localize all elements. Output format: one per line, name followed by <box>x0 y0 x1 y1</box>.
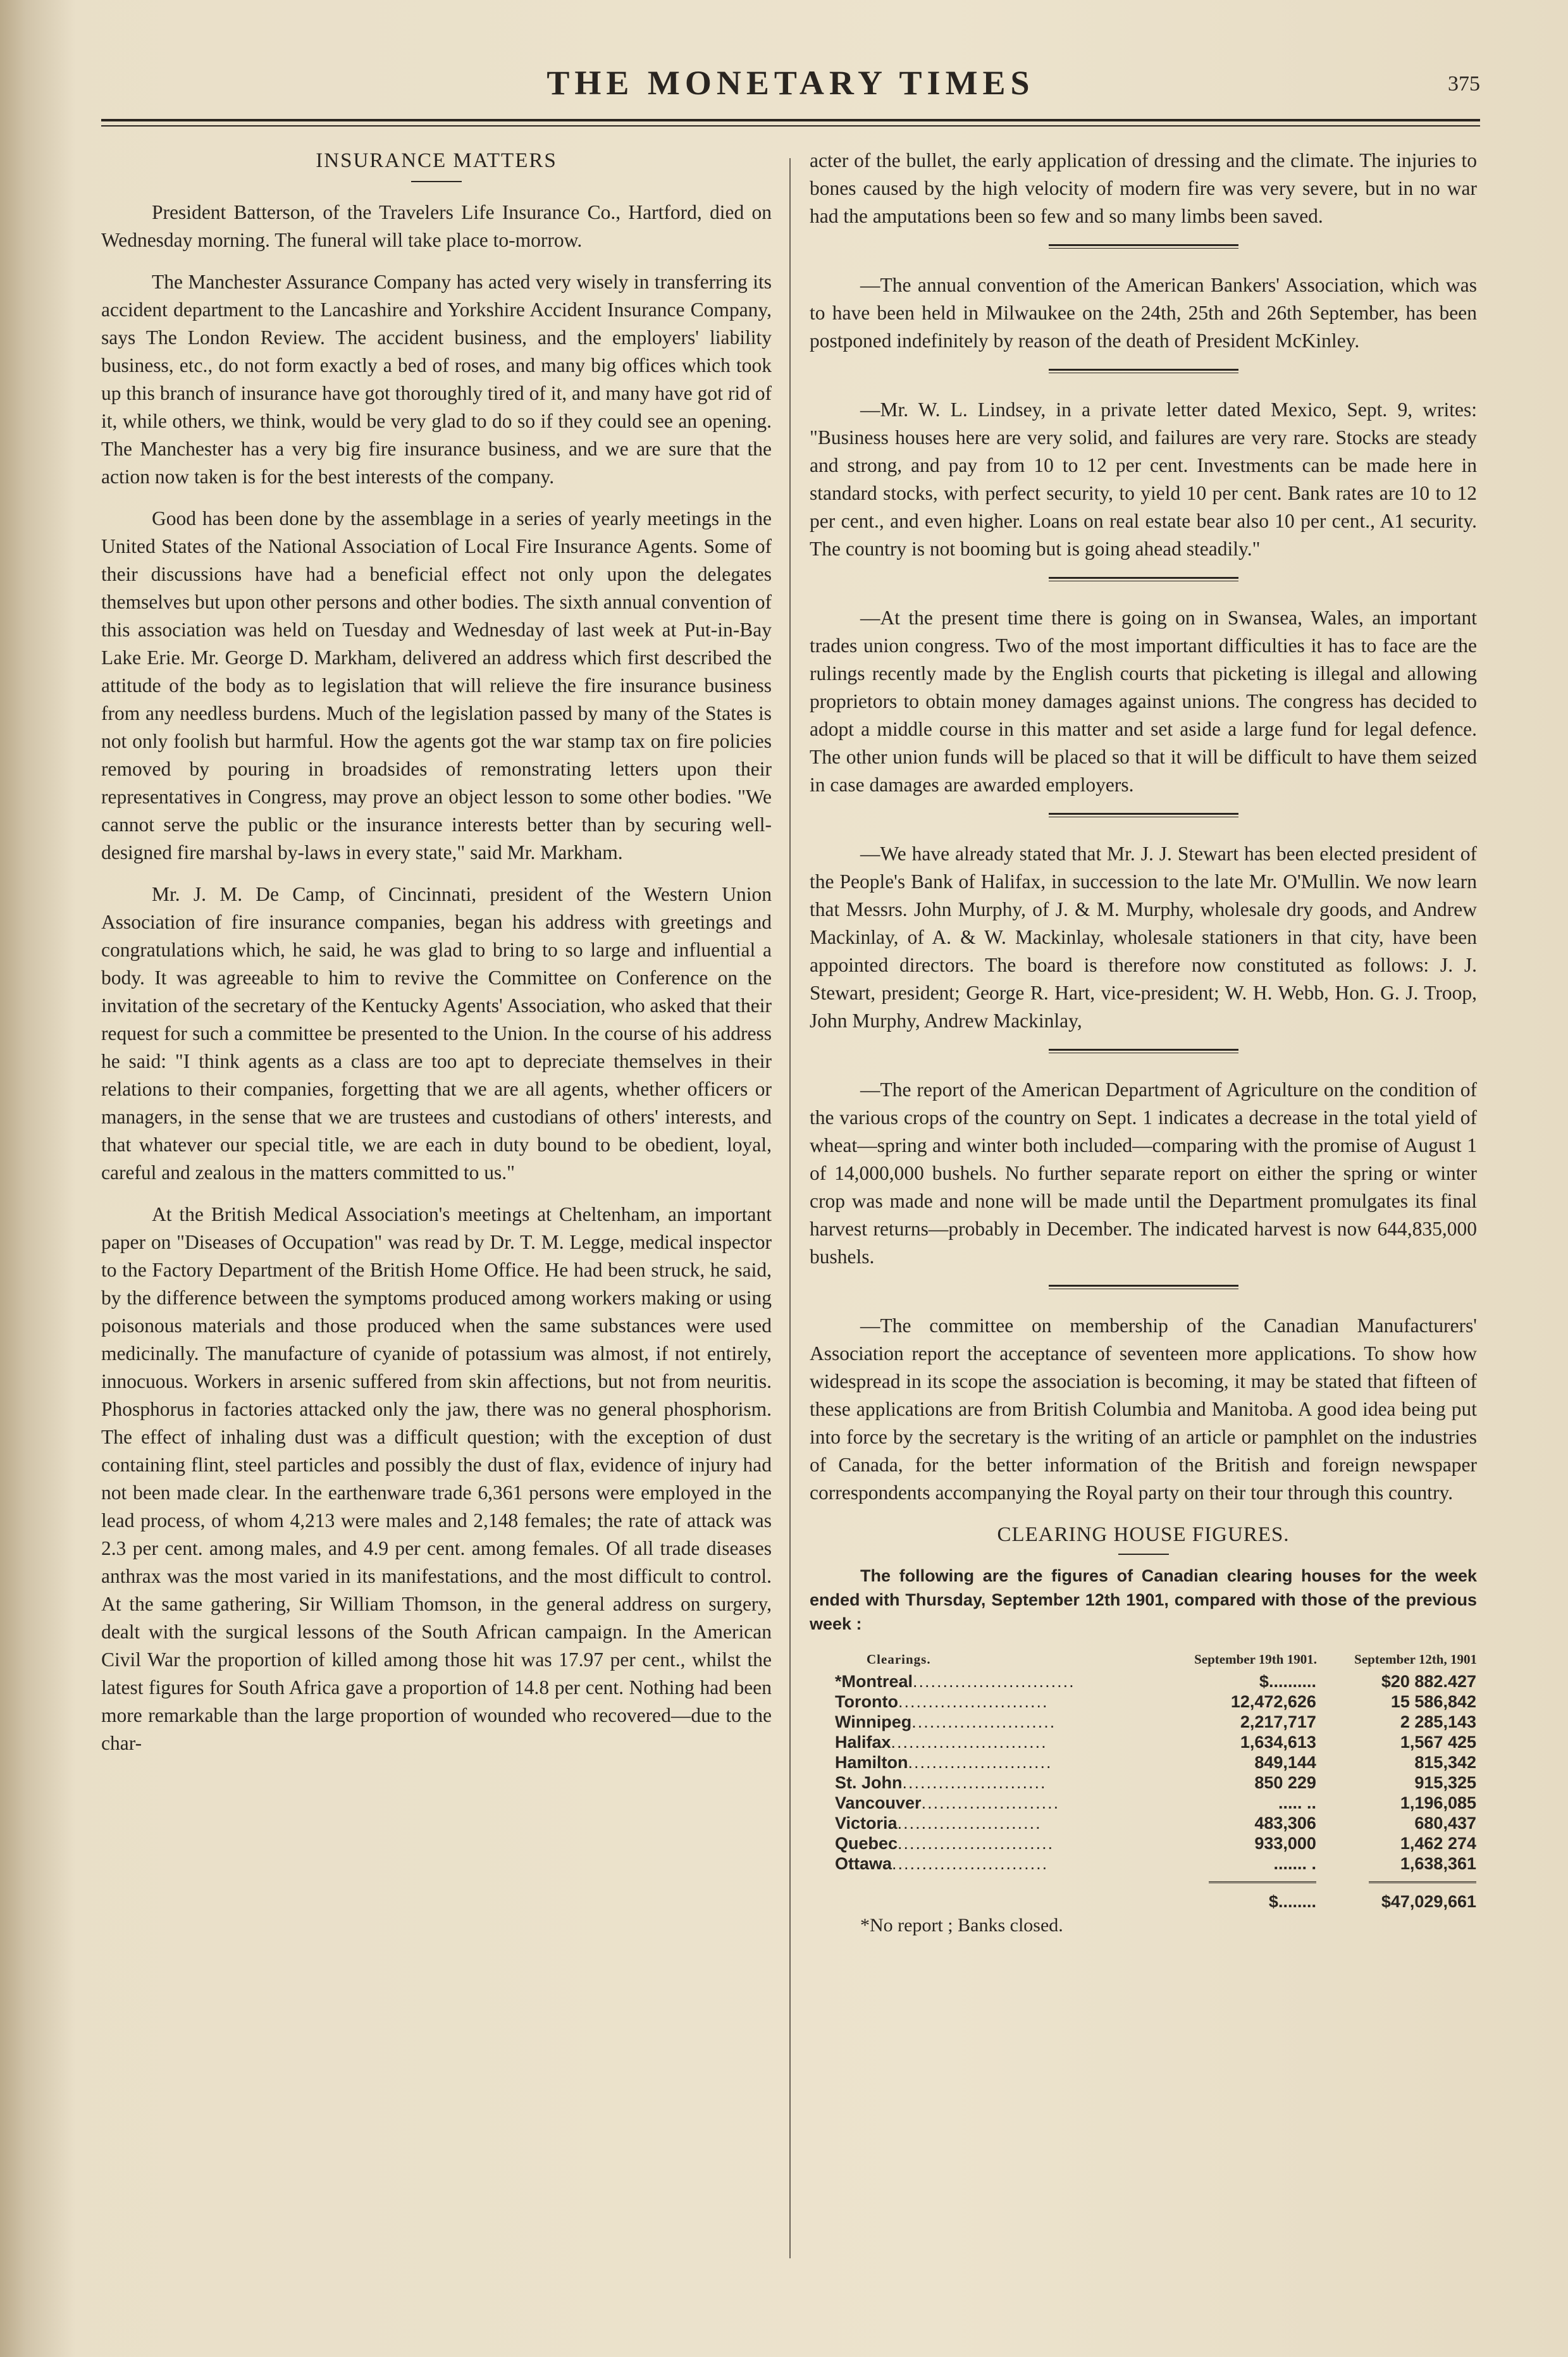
week1-value: 850 229 <box>1254 1773 1316 1792</box>
week2-value: 2 285,143 <box>1400 1712 1476 1731</box>
title-rule <box>411 181 462 182</box>
table-row <box>810 1752 1477 1772</box>
city-name: Vancouver <box>835 1793 922 1812</box>
city-name: Toronto <box>835 1692 898 1711</box>
article-continuation: acter of the bullet, the early application of dressing and the climate. The injuries to bones caused by the high velocity of modern fire was very severe, but in no war had the amputations been so few and so many limbs been saved. <box>810 149 1477 227</box>
right-column <box>810 147 1477 1953</box>
article-paragraph: Mr. J. M. De Camp, of Cincinnati, president of the Western Union Association of fire insurance companies, began his address with greetings and congratulations which, he said, he was glad to bring to so large and influential a body. It was agreeable to him to revive the Committee on Conference on the invitation of the secretary of the Kentucky Agents' Association, who asked that their request for such a committee be presented to the Union. In the course of his address he said: "I think agents as a class are too apt to depreciate themselves in their relations to their companies, forgetting that we are all agents, whether officers or managers, in the sense that we are trustees and custodians of others' interests, and that whatever our special title, we are each in duty bound to be obedient, loyal, careful and zealous in the matters committed to us." <box>101 883 772 1184</box>
week2-value: $20 882.427 <box>1381 1672 1476 1691</box>
news-item: —The report of the American Department of Agriculture on the condition of the various crops of the country on Sept. 1 indicates a decrease in the total yield of wheat—spring and winter both included—comparing with the promise of August 1 of 14,000,000 bushels. No further separate report on either the spring or winter crop was made and none will be made until the Department promulgates its final harvest returns—probably in December. The indicated harvest is now 644,835,000 bushels. <box>810 1079 1477 1268</box>
table-row <box>810 1712 1477 1732</box>
week2-value: 1,638,361 <box>1400 1854 1476 1873</box>
city-name: Hamilton <box>835 1753 908 1772</box>
news-item: —The annual convention of the American Bankers' Association, which was to have been held in Milwaukee on the 24th, 25th and 26th September, has been postponed indefinitely by reason of the death of President McKinley. <box>810 274 1477 352</box>
leader-dots: ........................ <box>908 1753 1053 1772</box>
article-paragraph: The Manchester Assurance Company has acted very wisely in transferring its accident department to the Lancashire and Yorkshire Accident Insurance Company, says The London Review. The accident business, and the employers' liability business, etc., do not form exactly a bed of roses, and many big offices which took up this branch of insurance have got thoroughly tired of it, and many have got rid of it, while others, we think, would be very glad to do so if they could see an opening. The Manchester has a very big fire insurance business, and we are sure that the action now taken is for the best interests of the company. <box>101 271 772 488</box>
table-row <box>810 1671 1477 1692</box>
news-item: —The committee on membership of the Canadian Manufacturers' Association report the acceptance of seventeen more applications. To show how widespread in its scope the association is becoming, it may be stated that fifteen of these applications are from British Columbia and Manitoba. A good idea being put into force by the secretary is the writing of an article or pamphlet on the industries of Canada, for the better information of the British and foreign newspaper correspondents accompanying the Royal party on their tour through this country. <box>810 1315 1477 1504</box>
article-paragraph: At the British Medical Association's meetings at Cheltenham, an important paper on "Diseases of Occupation" was read by Dr. T. M. Legge, medical inspector to the Factory Department of the British Home Office. He had been struck, he said, by the difference between the symptoms produced among workers making or using poisonous materials and those produced when the same substances were used medicinally. The manufacture of cyanide of potassium was almost, if not entirely, innocuous. Workers in arsenic suffered from skin affections, but not from neuritis. Phosphorus in factories attacked only the jaw, there was no general phosphorism. The effect of inhaling dust was a difficult question; with the exception of dust containing flint, steel particles and possibly the dust of flax, evidence of injury had not been made clear. In the earthenware trade 6,361 persons were employed in the lead process, of whom 4,213 were males and 2,148 females; the rate of attack was 2.3 per cent. among males, and 4.9 per cent. among females. Of all trade diseases anthrax was the most varied in its manifestations, and the most difficult to control. At the same gathering, Sir William Thomson, in the general address on surgery, dealt with the surgical lessons of the South African campaign. In the American Civil War the proportion of killed among those hit was 17.97 per cent., whilst the latest figures for South Africa gave a proportion of 14.8 per cent. Nothing had been more remarkable than the large proportion of wounded who recovered—due to the char- <box>101 1203 772 1754</box>
week2-value: 815,342 <box>1414 1753 1476 1772</box>
week1-header: September 19th 1901. <box>1194 1652 1317 1667</box>
title-rule <box>1118 1554 1169 1555</box>
clearing-footnote: *No report ; Banks closed. <box>860 1915 1063 1936</box>
masthead-rule <box>101 119 1480 127</box>
week1-value: 12,472,626 <box>1230 1692 1316 1711</box>
left-column <box>101 147 772 1771</box>
city-name: Halifax <box>835 1733 891 1752</box>
week1-value: 1,634,613 <box>1240 1733 1316 1752</box>
item-separator <box>1049 813 1238 817</box>
item-separator <box>1049 577 1238 581</box>
week2-total: $47,029,661 <box>1369 1881 1476 1911</box>
week1-value: 849,144 <box>1254 1753 1316 1772</box>
leader-dots: ........................ <box>897 1814 1042 1833</box>
leader-dots: ......................... <box>898 1692 1049 1711</box>
table-row <box>810 1772 1477 1793</box>
week1-value: $.......... <box>1259 1672 1316 1691</box>
section-title-insurance: INSURANCE MATTERS <box>316 149 557 172</box>
city-name: Victoria <box>835 1814 898 1833</box>
week2-value: 1,462 274 <box>1400 1834 1476 1853</box>
table-row <box>810 1853 1477 1874</box>
clearing-header-row <box>810 1650 1477 1671</box>
city-name: *Montreal <box>835 1672 913 1691</box>
week1-value: 483,306 <box>1254 1814 1316 1833</box>
page-number: 375 <box>1448 72 1480 96</box>
clearing-intro: The following are the figures of Canadian clearing houses for the week ended with Thursday, September 12th 1901, compared with those of the previous week : <box>810 1566 1477 1633</box>
leader-dots: ........................ <box>902 1773 1047 1792</box>
news-item: —Mr. W. L. Lindsey, in a private letter dated Mexico, Sept. 9, writes: "Business houses here are very solid, and failures are very rare. Stocks are steady and strong, and pay from 10 to 12 per cent. Investments can be made here in standard stocks, with perfect security, to yield 10 per cent. Bank rates are 10 to 12 per cent., and even higher. Loans on real estate bear also 10 per cent., A1 security. The country is not booming but is going ahead steadily." <box>810 399 1477 560</box>
table-row <box>810 1833 1477 1853</box>
leader-dots: ........................... <box>913 1672 1075 1691</box>
masthead-title: THE MONETARY TIMES <box>546 64 1035 102</box>
masthead <box>101 63 1480 108</box>
city-name: Winnipeg <box>835 1712 912 1731</box>
table-row <box>810 1692 1477 1712</box>
week1-value: 2,217,717 <box>1240 1712 1316 1731</box>
week1-value: ....... . <box>1273 1854 1316 1873</box>
item-separator <box>1049 244 1238 249</box>
week1-value: 933,000 <box>1254 1834 1316 1853</box>
week1-value: ..... .. <box>1278 1793 1316 1812</box>
leader-dots: .......................... <box>892 1854 1049 1873</box>
item-separator <box>1049 1285 1238 1289</box>
news-item: —At the present time there is going on in Swansea, Wales, an important trades union congress. Two of the most important difficulties it has to face are the rulings recently made by the English courts that picketing is illegal and allowing proprietors to obtain money damages against unions. The congress has decided to adopt a middle course in this matter and set aside a large fund for legal defence. The other union funds will be placed so that it will be difficult to have them seized in case damages are awarded employers. <box>810 607 1477 796</box>
city-name: Quebec <box>835 1834 898 1853</box>
item-separator <box>1049 369 1238 373</box>
article-paragraph: President Batterson, of the Travelers Life Insurance Co., Hartford, died on Wednesday morning. The funeral will take place to-morrow. <box>101 201 772 251</box>
leader-dots: .......................... <box>898 1834 1054 1853</box>
leader-dots: .......................... <box>891 1733 1047 1752</box>
week1-total: $........ <box>1209 1881 1316 1911</box>
column-divider <box>789 158 791 2258</box>
city-name: Ottawa <box>835 1854 892 1873</box>
week2-value: 915,325 <box>1414 1773 1476 1792</box>
city-name: St. John <box>835 1773 903 1792</box>
leader-dots: ........................ <box>911 1712 1056 1731</box>
week2-value: 1,196,085 <box>1400 1793 1476 1812</box>
leader-dots: ....................... <box>921 1793 1060 1812</box>
table-row <box>810 1732 1477 1752</box>
table-row <box>810 1793 1477 1813</box>
clearing-house-title: CLEARING HOUSE FIGURES. <box>997 1523 1290 1546</box>
clearing-table <box>810 1650 1477 1912</box>
binding-shadow <box>0 0 76 2357</box>
week2-header: September 12th, 1901 <box>1354 1652 1477 1667</box>
clearings-header: Clearings. <box>867 1652 931 1667</box>
item-separator <box>1049 1049 1238 1053</box>
table-row <box>810 1813 1477 1833</box>
news-item: —We have already stated that Mr. J. J. Stewart has been elected president of the People's Bank of Halifax, in succession to the late Mr. O'Mullin. We now learn that Messrs. John Murphy, of J. & M. Murphy, wholesale dry goods, and Andrew Mackinlay, of A. & W. Mackinlay, wholesale stationers in that city, have been appointed directors. The board is therefore now constituted as follows: J. J. Stewart, president; George R. Hart, vice-president; W. H. Webb, Hon. G. J. Troop, John Murphy, Andrew Mackinlay, <box>810 843 1477 1032</box>
total-row <box>810 1874 1477 1912</box>
week2-value: 15 586,842 <box>1390 1692 1476 1711</box>
article-paragraph: Good has been done by the assemblage in a series of yearly meetings in the United States of the National Association of Local Fire Insurance Agents. Some of their discussions have had a beneficial effect not only upon the delegates themselves but upon other persons and other bodies. The sixth annual convention of this association was held on Tuesday and Wednesday of last week at Put-in-Bay Lake Erie. Mr. George D. Markham, delivered an address which first described the attitude of the body as to legislation that will relieve the fire insurance business from any needless burdens. Much of the legislation passed by many of the States is not only foolish but harmful. How the agents got the war stamp tax on fire policies removed by pouring in broadsides of remonstrating letters upon their representatives in Congress, may prove an object lesson to some other bodies. "We cannot serve the public or the insurance interests better than by securing well-designed fire marshal by-laws in every state," said Mr. Markham. <box>101 507 772 863</box>
week2-value: 680,437 <box>1414 1814 1476 1833</box>
week2-value: 1,567 425 <box>1400 1733 1476 1752</box>
